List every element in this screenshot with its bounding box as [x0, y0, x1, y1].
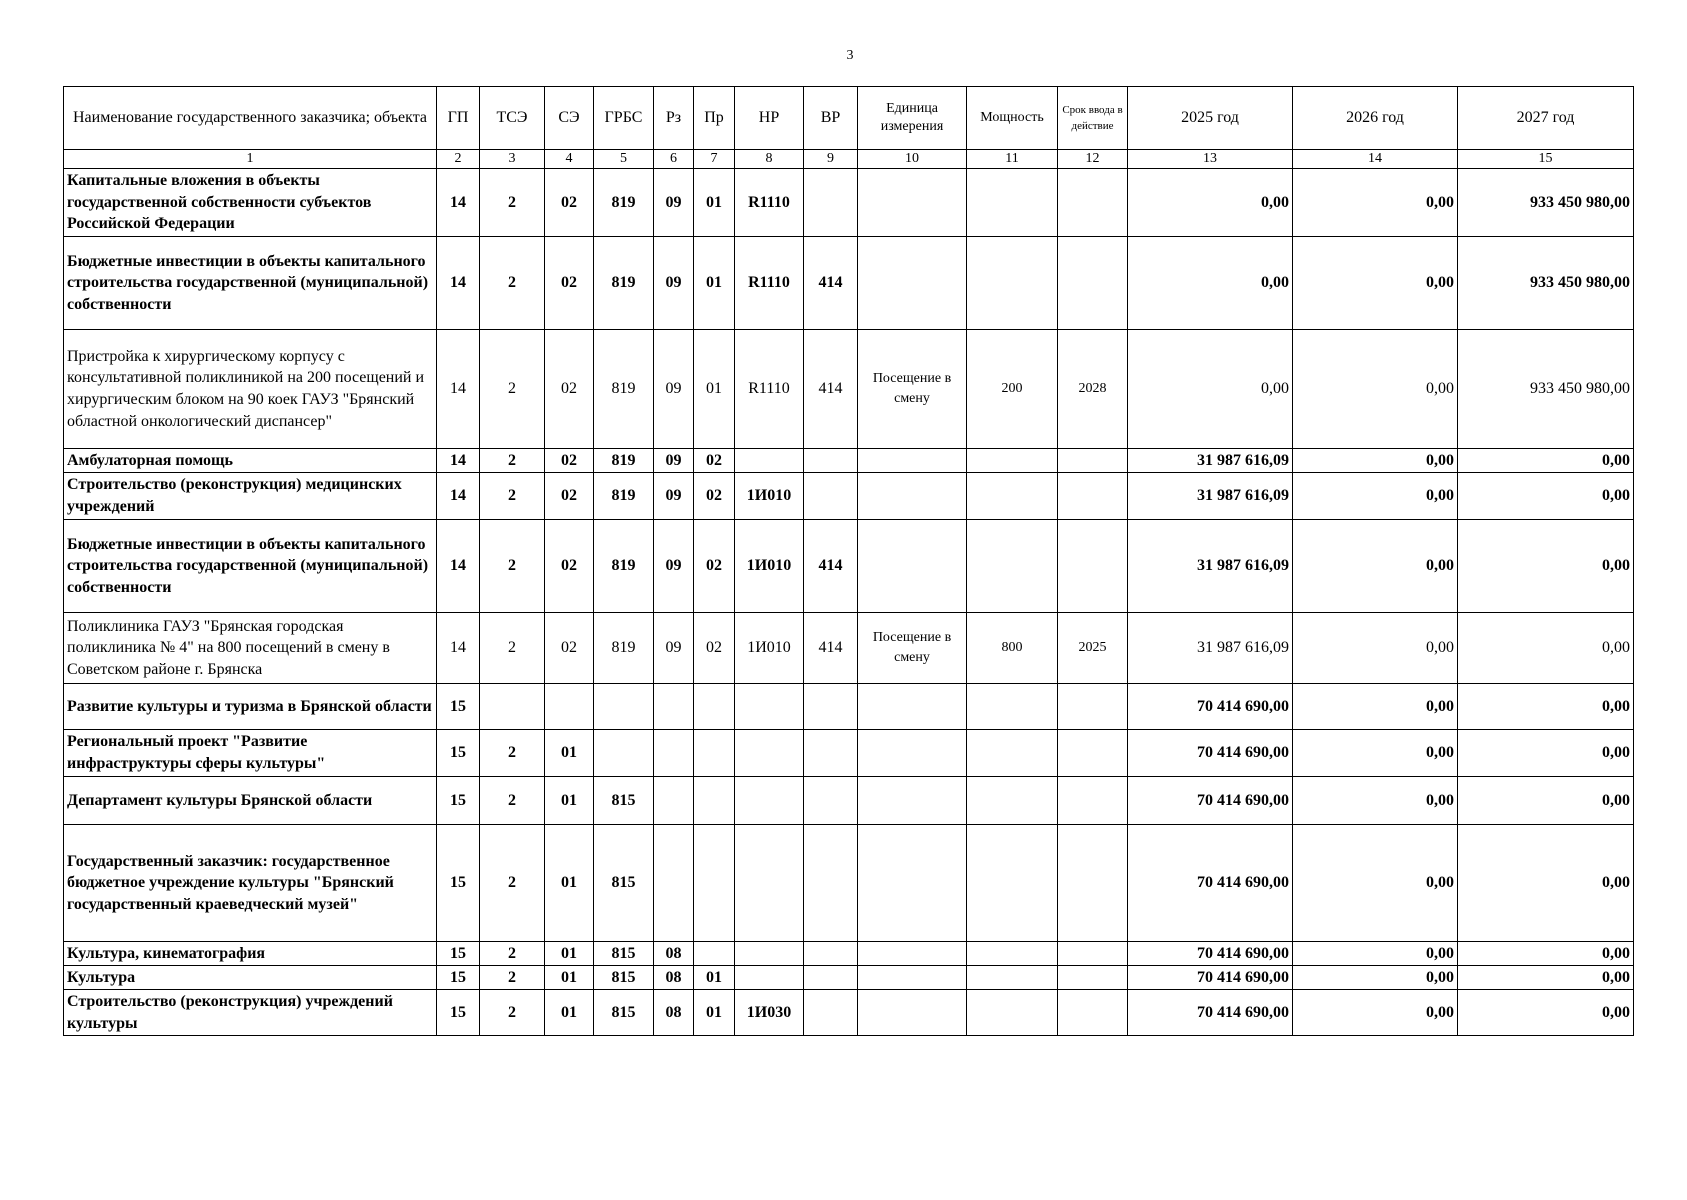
cell-term: 2028 [1058, 330, 1128, 449]
cell-se: 02 [545, 449, 594, 473]
column-number: 3 [480, 150, 545, 169]
column-number: 4 [545, 150, 594, 169]
cell-pr [694, 825, 735, 942]
cell-nr: 1И010 [735, 520, 804, 613]
column-number-row [64, 150, 1634, 169]
cell-term [1058, 473, 1128, 520]
cell-gp: 14 [437, 237, 480, 330]
cell-unit [858, 473, 967, 520]
header-cell-name: Наименование государственного заказчика; объекта [64, 87, 437, 150]
header-cell-se: СЭ [545, 87, 594, 150]
cell-2026: 0,00 [1293, 684, 1458, 730]
cell-tse: 2 [480, 237, 545, 330]
cell-2026: 0,00 [1293, 473, 1458, 520]
cell-2026: 0,00 [1293, 237, 1458, 330]
cell-vr [804, 730, 858, 777]
cell-2025: 70 414 690,00 [1128, 777, 1293, 825]
cell-2027: 0,00 [1458, 777, 1634, 825]
cell-power [967, 169, 1058, 237]
cell-se: 01 [545, 942, 594, 966]
cell-vr [804, 473, 858, 520]
cell-vr [804, 169, 858, 237]
header-cell-power: Мощность [967, 87, 1058, 150]
header-cell-2027: 2027 год [1458, 87, 1634, 150]
cell-se [545, 684, 594, 730]
cell-nr [735, 730, 804, 777]
header-cell-unit: Единица измерения [858, 87, 967, 150]
cell-2027: 933 450 980,00 [1458, 169, 1634, 237]
cell-se: 01 [545, 777, 594, 825]
cell-unit [858, 730, 967, 777]
cell-2027: 0,00 [1458, 473, 1634, 520]
cell-power: 800 [967, 613, 1058, 684]
column-number: 14 [1293, 150, 1458, 169]
cell-gp: 15 [437, 730, 480, 777]
cell-2025: 70 414 690,00 [1128, 825, 1293, 942]
cell-tse: 2 [480, 473, 545, 520]
header-cell-pr: Пр [694, 87, 735, 150]
cell-rz [654, 684, 694, 730]
cell-grbs [594, 684, 654, 730]
cell-rz: 09 [654, 473, 694, 520]
cell-power [967, 730, 1058, 777]
cell-power [967, 473, 1058, 520]
cell-tse: 2 [480, 942, 545, 966]
cell-gp: 15 [437, 777, 480, 825]
column-number: 10 [858, 150, 967, 169]
column-number: 6 [654, 150, 694, 169]
cell-vr [804, 777, 858, 825]
cell-term [1058, 237, 1128, 330]
cell-2027: 0,00 [1458, 942, 1634, 966]
cell-grbs: 819 [594, 449, 654, 473]
cell-2025: 31 987 616,09 [1128, 473, 1293, 520]
cell-gp: 15 [437, 942, 480, 966]
cell-grbs: 819 [594, 520, 654, 613]
cell-unit [858, 520, 967, 613]
table-row [64, 990, 1634, 1036]
table-row [64, 942, 1634, 966]
column-number: 11 [967, 150, 1058, 169]
cell-grbs: 815 [594, 966, 654, 990]
header-cell-2026: 2026 год [1293, 87, 1458, 150]
table-row [64, 966, 1634, 990]
cell-name: Государственный заказчик: государственное бюджетное учреждение культуры "Брянский государственный краеведческий музей" [64, 825, 437, 942]
cell-term [1058, 990, 1128, 1036]
cell-power [967, 777, 1058, 825]
cell-2027: 0,00 [1458, 966, 1634, 990]
cell-unit [858, 990, 967, 1036]
cell-term [1058, 942, 1128, 966]
cell-2025: 31 987 616,09 [1128, 520, 1293, 613]
cell-grbs: 815 [594, 777, 654, 825]
table-row [64, 613, 1634, 684]
cell-nr: 1И010 [735, 473, 804, 520]
cell-grbs [594, 730, 654, 777]
cell-2027: 933 450 980,00 [1458, 237, 1634, 330]
cell-power [967, 942, 1058, 966]
cell-name: Амбулаторная помощь [64, 449, 437, 473]
cell-unit [858, 966, 967, 990]
cell-vr [804, 966, 858, 990]
cell-2026: 0,00 [1293, 825, 1458, 942]
cell-rz: 08 [654, 990, 694, 1036]
cell-name: Департамент культуры Брянской области [64, 777, 437, 825]
cell-nr: 1И030 [735, 990, 804, 1036]
cell-nr: R1110 [735, 237, 804, 330]
cell-nr: 1И010 [735, 613, 804, 684]
cell-name: Бюджетные инвестиции в объекты капитального строительства государственной (муниципальной) собственности [64, 520, 437, 613]
cell-term [1058, 520, 1128, 613]
cell-tse: 2 [480, 966, 545, 990]
cell-gp: 15 [437, 990, 480, 1036]
cell-nr: R1110 [735, 330, 804, 449]
cell-term [1058, 825, 1128, 942]
cell-pr [694, 777, 735, 825]
cell-tse: 2 [480, 169, 545, 237]
header-cell-term: Срок ввода в действие [1058, 87, 1128, 150]
cell-nr [735, 942, 804, 966]
table-row [64, 449, 1634, 473]
cell-name: Развитие культуры и туризма в Брянской области [64, 684, 437, 730]
cell-rz: 08 [654, 942, 694, 966]
cell-gp: 15 [437, 966, 480, 990]
cell-power [967, 825, 1058, 942]
cell-2025: 70 414 690,00 [1128, 966, 1293, 990]
column-number: 13 [1128, 150, 1293, 169]
table-body [64, 169, 1634, 1036]
cell-2026: 0,00 [1293, 520, 1458, 613]
cell-nr [735, 684, 804, 730]
table-row [64, 777, 1634, 825]
cell-name: Региональный проект "Развитие инфраструктуры сферы культуры" [64, 730, 437, 777]
cell-pr [694, 684, 735, 730]
cell-tse: 2 [480, 449, 545, 473]
column-number: 7 [694, 150, 735, 169]
cell-tse: 2 [480, 330, 545, 449]
cell-se: 01 [545, 990, 594, 1036]
header-cell-nr: НР [735, 87, 804, 150]
cell-vr: 414 [804, 613, 858, 684]
cell-power: 200 [967, 330, 1058, 449]
cell-pr: 02 [694, 473, 735, 520]
header-cell-tse: ТСЭ [480, 87, 545, 150]
column-number: 5 [594, 150, 654, 169]
cell-power [967, 990, 1058, 1036]
cell-grbs: 819 [594, 330, 654, 449]
column-number: 1 [64, 150, 437, 169]
table-row [64, 730, 1634, 777]
cell-2026: 0,00 [1293, 942, 1458, 966]
cell-name: Пристройка к хирургическому корпусу с консультативной поликлиникой на 200 посещений и хирургическим блоком на 90 коек ГАУЗ "Брянский областной онкологический диспансер" [64, 330, 437, 449]
cell-2025: 0,00 [1128, 237, 1293, 330]
cell-gp: 14 [437, 473, 480, 520]
cell-2027: 0,00 [1458, 520, 1634, 613]
cell-unit [858, 237, 967, 330]
budget-table [63, 86, 1634, 1036]
table-row [64, 169, 1634, 237]
cell-gp: 14 [437, 330, 480, 449]
cell-name: Культура [64, 966, 437, 990]
cell-rz [654, 730, 694, 777]
cell-2027: 0,00 [1458, 825, 1634, 942]
cell-tse: 2 [480, 990, 545, 1036]
cell-2025: 70 414 690,00 [1128, 990, 1293, 1036]
cell-grbs: 815 [594, 825, 654, 942]
header-row [64, 87, 1634, 150]
cell-pr: 01 [694, 330, 735, 449]
cell-2026: 0,00 [1293, 330, 1458, 449]
cell-term: 2025 [1058, 613, 1128, 684]
column-number: 8 [735, 150, 804, 169]
cell-tse: 2 [480, 777, 545, 825]
table-row [64, 473, 1634, 520]
cell-vr [804, 942, 858, 966]
cell-grbs: 819 [594, 169, 654, 237]
cell-grbs: 819 [594, 473, 654, 520]
cell-rz: 09 [654, 169, 694, 237]
header-cell-2025: 2025 год [1128, 87, 1293, 150]
cell-pr: 02 [694, 520, 735, 613]
cell-pr: 02 [694, 613, 735, 684]
cell-rz [654, 825, 694, 942]
cell-vr [804, 990, 858, 1036]
cell-nr [735, 825, 804, 942]
cell-gp: 14 [437, 613, 480, 684]
cell-2026: 0,00 [1293, 966, 1458, 990]
header-cell-grbs: ГРБС [594, 87, 654, 150]
cell-term [1058, 777, 1128, 825]
header-cell-gp: ГП [437, 87, 480, 150]
cell-tse: 2 [480, 613, 545, 684]
cell-power [967, 520, 1058, 613]
column-number: 2 [437, 150, 480, 169]
cell-grbs: 815 [594, 990, 654, 1036]
cell-rz: 09 [654, 520, 694, 613]
cell-pr: 01 [694, 990, 735, 1036]
cell-se: 02 [545, 473, 594, 520]
cell-unit [858, 449, 967, 473]
cell-se: 01 [545, 966, 594, 990]
cell-pr: 01 [694, 169, 735, 237]
cell-pr: 01 [694, 966, 735, 990]
cell-grbs: 819 [594, 237, 654, 330]
cell-pr: 01 [694, 237, 735, 330]
cell-2027: 0,00 [1458, 449, 1634, 473]
cell-gp: 15 [437, 684, 480, 730]
cell-name: Поликлиника ГАУЗ "Брянская городская поликлиника № 4" на 800 посещений в смену в Советском районе г. Брянска [64, 613, 437, 684]
column-number: 12 [1058, 150, 1128, 169]
cell-nr [735, 777, 804, 825]
cell-2027: 933 450 980,00 [1458, 330, 1634, 449]
cell-nr [735, 966, 804, 990]
cell-tse: 2 [480, 825, 545, 942]
cell-tse: 2 [480, 520, 545, 613]
cell-2026: 0,00 [1293, 730, 1458, 777]
cell-2027: 0,00 [1458, 730, 1634, 777]
cell-unit [858, 169, 967, 237]
cell-2027: 0,00 [1458, 684, 1634, 730]
table-row [64, 330, 1634, 449]
cell-unit: Посещение в смену [858, 613, 967, 684]
cell-vr: 414 [804, 237, 858, 330]
cell-2025: 70 414 690,00 [1128, 730, 1293, 777]
cell-tse: 2 [480, 730, 545, 777]
cell-gp: 14 [437, 169, 480, 237]
cell-2025: 0,00 [1128, 169, 1293, 237]
cell-rz [654, 777, 694, 825]
cell-gp: 14 [437, 520, 480, 613]
cell-unit [858, 942, 967, 966]
cell-2025: 0,00 [1128, 330, 1293, 449]
cell-2025: 31 987 616,09 [1128, 613, 1293, 684]
cell-gp: 15 [437, 825, 480, 942]
cell-2026: 0,00 [1293, 777, 1458, 825]
cell-unit: Посещение в смену [858, 330, 967, 449]
column-number: 15 [1458, 150, 1634, 169]
cell-2026: 0,00 [1293, 449, 1458, 473]
cell-power [967, 684, 1058, 730]
cell-name: Строительство (реконструкция) медицинских учреждений [64, 473, 437, 520]
table-row [64, 684, 1634, 730]
cell-gp: 14 [437, 449, 480, 473]
cell-2026: 0,00 [1293, 613, 1458, 684]
page-number: 3 [846, 48, 854, 63]
cell-name: Бюджетные инвестиции в объекты капитального строительства государственной (муниципальной) собственности [64, 237, 437, 330]
cell-2026: 0,00 [1293, 990, 1458, 1036]
cell-grbs: 819 [594, 613, 654, 684]
cell-power [967, 237, 1058, 330]
cell-unit [858, 777, 967, 825]
cell-rz: 08 [654, 966, 694, 990]
cell-se: 02 [545, 330, 594, 449]
cell-term [1058, 966, 1128, 990]
cell-vr [804, 449, 858, 473]
cell-pr [694, 730, 735, 777]
cell-tse [480, 684, 545, 730]
table-header [64, 87, 1634, 169]
cell-se: 02 [545, 520, 594, 613]
cell-pr [694, 942, 735, 966]
table-row [64, 520, 1634, 613]
cell-2027: 0,00 [1458, 613, 1634, 684]
table-row [64, 825, 1634, 942]
column-number: 9 [804, 150, 858, 169]
cell-unit [858, 825, 967, 942]
cell-rz: 09 [654, 613, 694, 684]
cell-grbs: 815 [594, 942, 654, 966]
cell-2027: 0,00 [1458, 990, 1634, 1036]
cell-term [1058, 730, 1128, 777]
header-cell-rz: Рз [654, 87, 694, 150]
cell-name: Капитальные вложения в объекты государственной собственности субъектов Российской Федерации [64, 169, 437, 237]
header-cell-vr: ВР [804, 87, 858, 150]
cell-se: 01 [545, 825, 594, 942]
cell-vr: 414 [804, 330, 858, 449]
cell-se: 02 [545, 613, 594, 684]
cell-pr: 02 [694, 449, 735, 473]
cell-term [1058, 169, 1128, 237]
table-row [64, 237, 1634, 330]
cell-vr [804, 684, 858, 730]
cell-term [1058, 684, 1128, 730]
cell-se: 01 [545, 730, 594, 777]
cell-2026: 0,00 [1293, 169, 1458, 237]
cell-unit [858, 684, 967, 730]
cell-se: 02 [545, 237, 594, 330]
cell-name: Строительство (реконструкция) учреждений культуры [64, 990, 437, 1036]
cell-nr: R1110 [735, 169, 804, 237]
cell-power [967, 449, 1058, 473]
cell-rz: 09 [654, 449, 694, 473]
cell-power [967, 966, 1058, 990]
cell-2025: 31 987 616,09 [1128, 449, 1293, 473]
cell-name: Культура, кинематография [64, 942, 437, 966]
cell-term [1058, 449, 1128, 473]
cell-vr: 414 [804, 520, 858, 613]
cell-se: 02 [545, 169, 594, 237]
cell-rz: 09 [654, 237, 694, 330]
cell-nr [735, 449, 804, 473]
cell-2025: 70 414 690,00 [1128, 684, 1293, 730]
cell-rz: 09 [654, 330, 694, 449]
cell-vr [804, 825, 858, 942]
cell-2025: 70 414 690,00 [1128, 942, 1293, 966]
